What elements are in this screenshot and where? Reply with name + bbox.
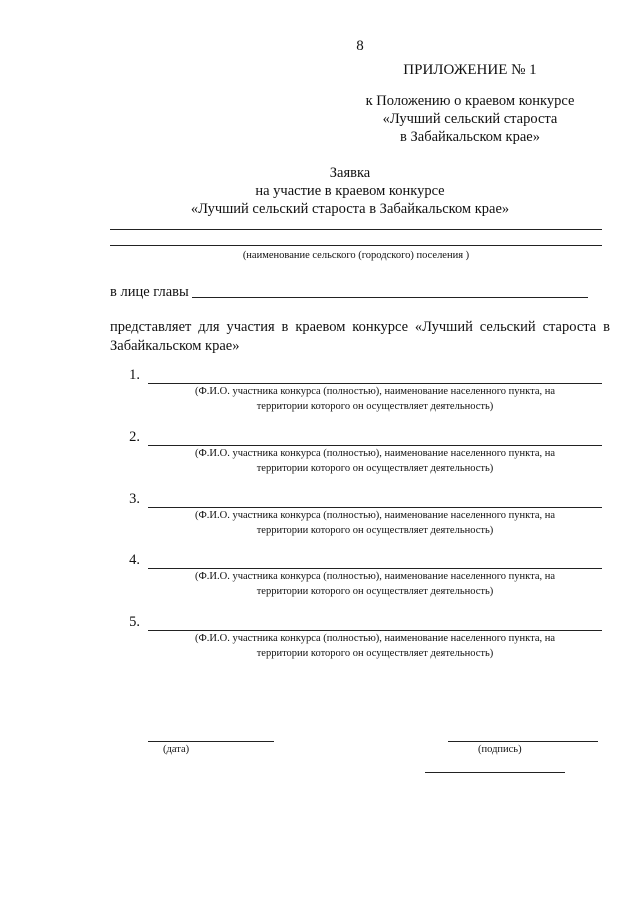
- settlement-line-2[interactable]: [110, 245, 602, 246]
- document-title: [60, 164, 640, 218]
- participant-caption: [150, 631, 600, 661]
- participant-caption: [150, 446, 600, 476]
- participant-caption: [150, 508, 600, 538]
- settlement-line-1[interactable]: [110, 229, 602, 230]
- item-number: 2.: [129, 429, 140, 445]
- signature-caption: (подпись): [478, 744, 522, 755]
- settlement-caption: (наименование сельского (городского) поселения ): [242, 250, 470, 261]
- participant-caption-line: (Ф.И.О. участника конкурса (полностью), наименование населенного пункта, на: [194, 386, 556, 397]
- participant-item: [110, 367, 610, 427]
- participant-item: [110, 491, 610, 551]
- title-line: на участие в краевом конкурсе: [255, 183, 445, 199]
- head-label: в лице главы: [110, 284, 189, 300]
- item-number: 1.: [129, 367, 140, 383]
- item-number: 5.: [129, 614, 140, 630]
- participant-caption-line: (Ф.И.О. участника конкурса (полностью), наименование населенного пункта, на: [194, 510, 556, 521]
- item-number: 4.: [129, 552, 140, 568]
- title-line: Заявка: [329, 165, 371, 181]
- head-name-line[interactable]: [192, 297, 588, 298]
- appendix-ref-line: к Положению о краевом конкурсе: [365, 93, 575, 109]
- extra-line[interactable]: [425, 772, 565, 773]
- participant-item: [110, 614, 610, 674]
- title-line: «Лучший сельский староста в Забайкальском крае»: [190, 201, 510, 217]
- date-line[interactable]: [148, 741, 274, 742]
- item-number: 3.: [129, 491, 140, 507]
- participant-caption: [150, 384, 600, 414]
- participant-caption-line: (Ф.И.О. участника конкурса (полностью), наименование населенного пункта, на: [194, 448, 556, 459]
- participant-caption-line: территории которого он осуществляет деятельность): [256, 401, 494, 412]
- appendix-ref-line: «Лучший сельский староста: [382, 111, 558, 127]
- participant-caption: [150, 569, 600, 599]
- presents-text: представляет для участия в краевом конкурсе «Лучший сельский староста в Забайкальском крае»: [110, 319, 610, 354]
- appendix-reference: [330, 92, 610, 146]
- participant-caption-line: территории которого он осуществляет деятельность): [256, 648, 494, 659]
- page-number: 8: [356, 38, 364, 54]
- participant-caption-line: территории которого он осуществляет деятельность): [256, 525, 494, 536]
- date-caption: (дата): [163, 744, 190, 755]
- participant-caption-line: (Ф.И.О. участника конкурса (полностью), наименование населенного пункта, на: [194, 633, 556, 644]
- participant-item: [110, 429, 610, 489]
- participant-caption-line: (Ф.И.О. участника конкурса (полностью), наименование населенного пункта, на: [194, 571, 556, 582]
- participant-caption-line: территории которого он осуществляет деятельность): [256, 463, 494, 474]
- appendix-title: ПРИЛОЖЕНИЕ № 1: [403, 62, 537, 78]
- participant-caption-line: территории которого он осуществляет деятельность): [256, 586, 494, 597]
- participant-item: [110, 552, 610, 612]
- appendix-ref-line: в Забайкальском крае»: [400, 129, 540, 145]
- signature-line[interactable]: [448, 741, 598, 742]
